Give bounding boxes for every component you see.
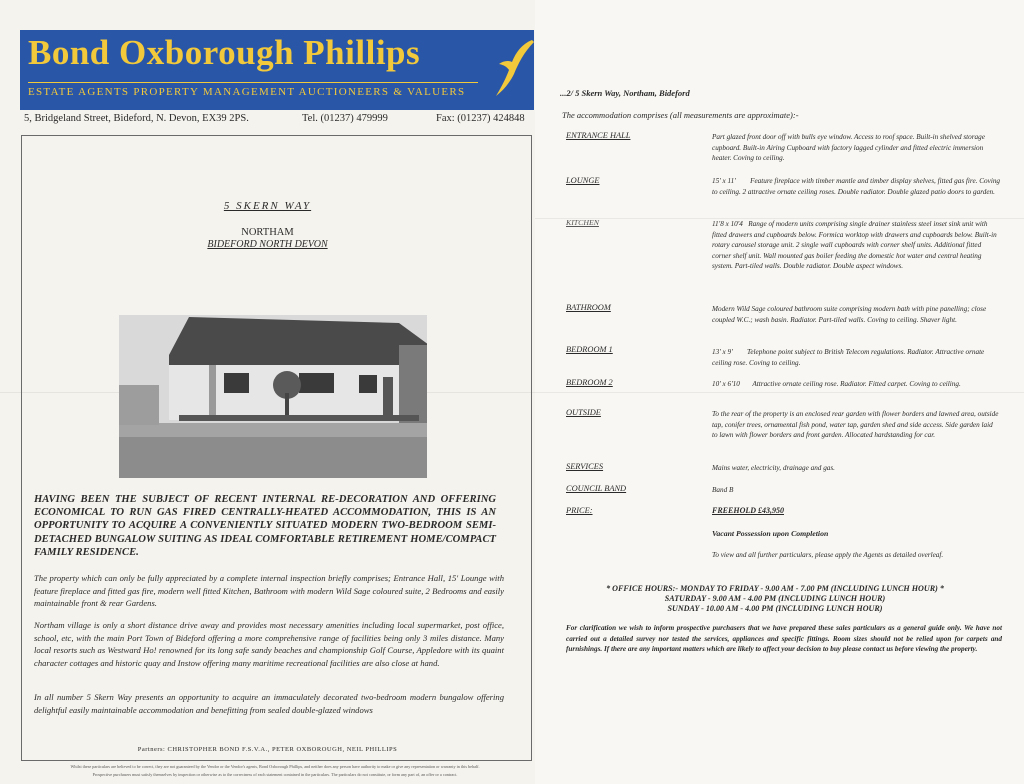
property-headline: HAVING BEEN THE SUBJECT OF RECENT INTERNAL RE-DECORATION AND OFFERING ECONOMICAL TO RUN GAS FIRED CENTRALLY-HEATED ACCOMMODATION, THIS IS AN OPPORTUNITY TO ACQUIRE A CONVENIENTLY SITUATED MODERN TWO-BEDROOM SEMI-DETACHED BUNGALOW SUITING AS IDEAL COMFORTABLE RETIREMENT HOME/COMPACT FAMILY RESIDENCE.	[34, 494, 496, 558]
room-desc-lounge: Feature fireplace with timber mantle and timber display shelves, fitted gas fire. Coving to ceiling. 2 attractive ornate ceiling roses. Double radiator. Double glazed patio doors to garden.	[712, 177, 1001, 196]
room-label-bathroom: BATHROOM	[566, 303, 611, 312]
property-street: 5 SKERN WAY	[223, 200, 312, 212]
services-line: ESTATE AGENTS PROPERTY MANAGEMENT AUCTIONEERS & VALUERS	[28, 86, 466, 98]
office-hours-sunday: SUNDAY - 10.00 AM - 4.00 PM (INCLUDING LUNCH HOUR)	[667, 604, 883, 613]
description-paragraph-3: In all number 5 Skern Way presents an opportunity to acquire an immaculately decorated two-bedroom modern bungalow offering delightful easily maintainable accommodation and benefitting from sealed double-glazed windows	[34, 692, 504, 715]
room-label-bedroom-1: BEDROOM 1	[566, 345, 613, 354]
description-paragraph-2: Northam village is only a short distance drive away and provides most necessary amenities including local supermarket, post office, school, etc, with the main Port Town of Bideford offering a more comprehensive range of facilities being only 3 miles distance. Many local resorts such as Westward Ho! renowned for its long safe sandy beaches and championship Golf Course, Appledore with its quaint character cottages and historic quay and Instow offering many maritime recreational facilities are also close at hand.	[34, 620, 504, 668]
room-desc-outside: To the rear of the property is an enclosed rear garden with flower borders and lawned area, outside tap, conifer trees, ornamental fish pond, water tap, garden shed and side access. Side garden laid to lawn with flower borders and front garden. Allocated hardstanding for car.	[712, 410, 999, 440]
viewing-instructions: To view and all further particulars, please apply the Agents as detailed overleaf.	[712, 551, 944, 559]
room-size-kitchen: 11'8 x 10'4	[712, 220, 743, 228]
room-size-bedroom-1: 13' x 9'	[712, 348, 733, 356]
room-entry-lounge	[712, 176, 1000, 197]
room-desc-bathroom: Modern Wild Sage coloured bathroom suite comprising modern bath with pine panelling; close coupled W.C.; wash basin. Radiator. Part-tiled walls. Coving to ceiling. Shaver light.	[712, 305, 987, 324]
disclaimer-line-2: Prospective purchasers must satisfy themselves by inspection or otherwise as to the correctness of each statement contained in the particulars. The particulars do not constitute, or form any part of, an offer or a contract.	[92, 772, 458, 777]
paper-fold	[535, 392, 1024, 393]
room-entry-kitchen	[712, 219, 1000, 272]
label-price: PRICE:	[566, 506, 593, 515]
room-desc-kitchen: Range of modern units comprising single drainer stainless steel inset sink unit with fitted drawers and cupboards below. Formica worktop with drawers and cupboards below. Built-in rotary carousel storage unit. 2 single wall cupboards with corner shelf units. Additional fitted corner shelf unit. Wall mounted gas boiler feeding the domestic hot water and central heating system. Part-tiled walls. Double radiator. Double aspect windows.	[712, 220, 997, 271]
office-hours-weekday: * OFFICE HOURS:- MONDAY TO FRIDAY - 9.00 AM - 7.00 PM (INCLUDING LUNCH HOUR) *	[606, 584, 944, 593]
swallow-logo-icon	[492, 34, 536, 104]
room-desc-bedroom-1: Telephone point subject to British Telecom regulations. Radiator. Attractive ornate ceiling rose. Coving to ceiling.	[712, 348, 985, 367]
room-desc-bedroom-2: Attractive ornate ceiling rose. Radiator. Fitted carpet. Coving to ceiling.	[752, 380, 961, 388]
room-label-kitchen: KITCHEN	[566, 218, 599, 227]
banner-rule	[28, 82, 478, 83]
agency-address: 5, Bridgeland Street, Bideford, N. Devon, EX39 2PS.	[24, 113, 249, 124]
desc-services: Mains water, electricity, drainage and gas.	[712, 464, 835, 472]
clarification-notice: For clarification we wish to inform prospective purchasers that we have prepared these sales particulars as a general guide only. We have not carried out a detailed survey nor tested the services, appliances and specific fittings. Room sizes should not be relied upon for carpets and furnishings. If there are any important matters which are likely to affect your decision to buy please contact us before viewing the property.	[566, 624, 1002, 653]
description-paragraph-1: The property which can only be fully appreciated by a complete internal inspection briefly comprises; Entrance Hall, 15' Lounge with feature fireplace and fitted gas fire, modern well fitted Kitchen, Bathroom with modern Wild Sage coloured suite, 2 Bedrooms and easily maintainable front & rear Gardens.	[34, 573, 504, 608]
room-label-entrance-hall: ENTRANCE HALL	[566, 131, 631, 140]
partners-line: Partners: CHRISTOPHER BOND F.S.V.A., PETER OXBOROUGH, NEIL PHILLIPS	[137, 746, 398, 753]
firm-name: Bond Oxborough Phillips	[28, 33, 421, 72]
room-label-outside: OUTSIDE	[566, 408, 601, 417]
disclaimer-line-1: Whilst these particulars are believed to be correct, they are not guaranteed by the Vendor or the Vendor's agents, Bond Oxborough Phillips, and neither does any person have authority to make or give any representation or warranty in this behalf.	[70, 764, 480, 769]
room-size-bedroom-2: 10' x 6'10	[712, 380, 740, 388]
label-services: SERVICES	[566, 462, 604, 471]
continuation-header: ...2/ 5 Skern Way, Northam, Bideford	[560, 88, 690, 98]
room-size-lounge: 15' x 11'	[712, 177, 736, 185]
agency-banner	[20, 30, 534, 110]
bungalow-image	[119, 315, 427, 478]
room-desc-entrance-hall: Part glazed front door off with bulls eye window. Access to roof space. Built-in shelved storage cupboard. Built-in Airing Cupboard with factory lagged cylinder and fitted electric immersion heater. Coving to ceiling.	[712, 133, 985, 163]
room-entry-bedroom-2	[712, 379, 1000, 390]
agency-fax: Fax: (01237) 424848	[436, 113, 525, 124]
property-photo	[119, 315, 427, 478]
office-hours-saturday: SATURDAY - 9.00 AM - 4.00 PM (INCLUDING LUNCH HOUR)	[664, 594, 886, 603]
label-council-band: COUNCIL BAND	[566, 484, 627, 493]
room-label-lounge: LOUNGE	[566, 176, 600, 185]
room-entry-bedroom-1	[712, 347, 1000, 368]
accommodation-intro: The accommodation comprises (all measurements are approximate):-	[562, 110, 799, 120]
agency-telephone: Tel. (01237) 479999	[302, 113, 388, 124]
vacant-possession: Vacant Possession upon Completion	[712, 529, 829, 538]
desc-council-band: Band B	[712, 486, 734, 494]
price-value: FREEHOLD £43,950	[712, 506, 785, 515]
room-label-bedroom-2: BEDROOM 2	[566, 378, 613, 387]
property-area: BIDEFORD NORTH DEVON	[207, 239, 328, 250]
property-town: NORTHAM	[241, 227, 294, 238]
